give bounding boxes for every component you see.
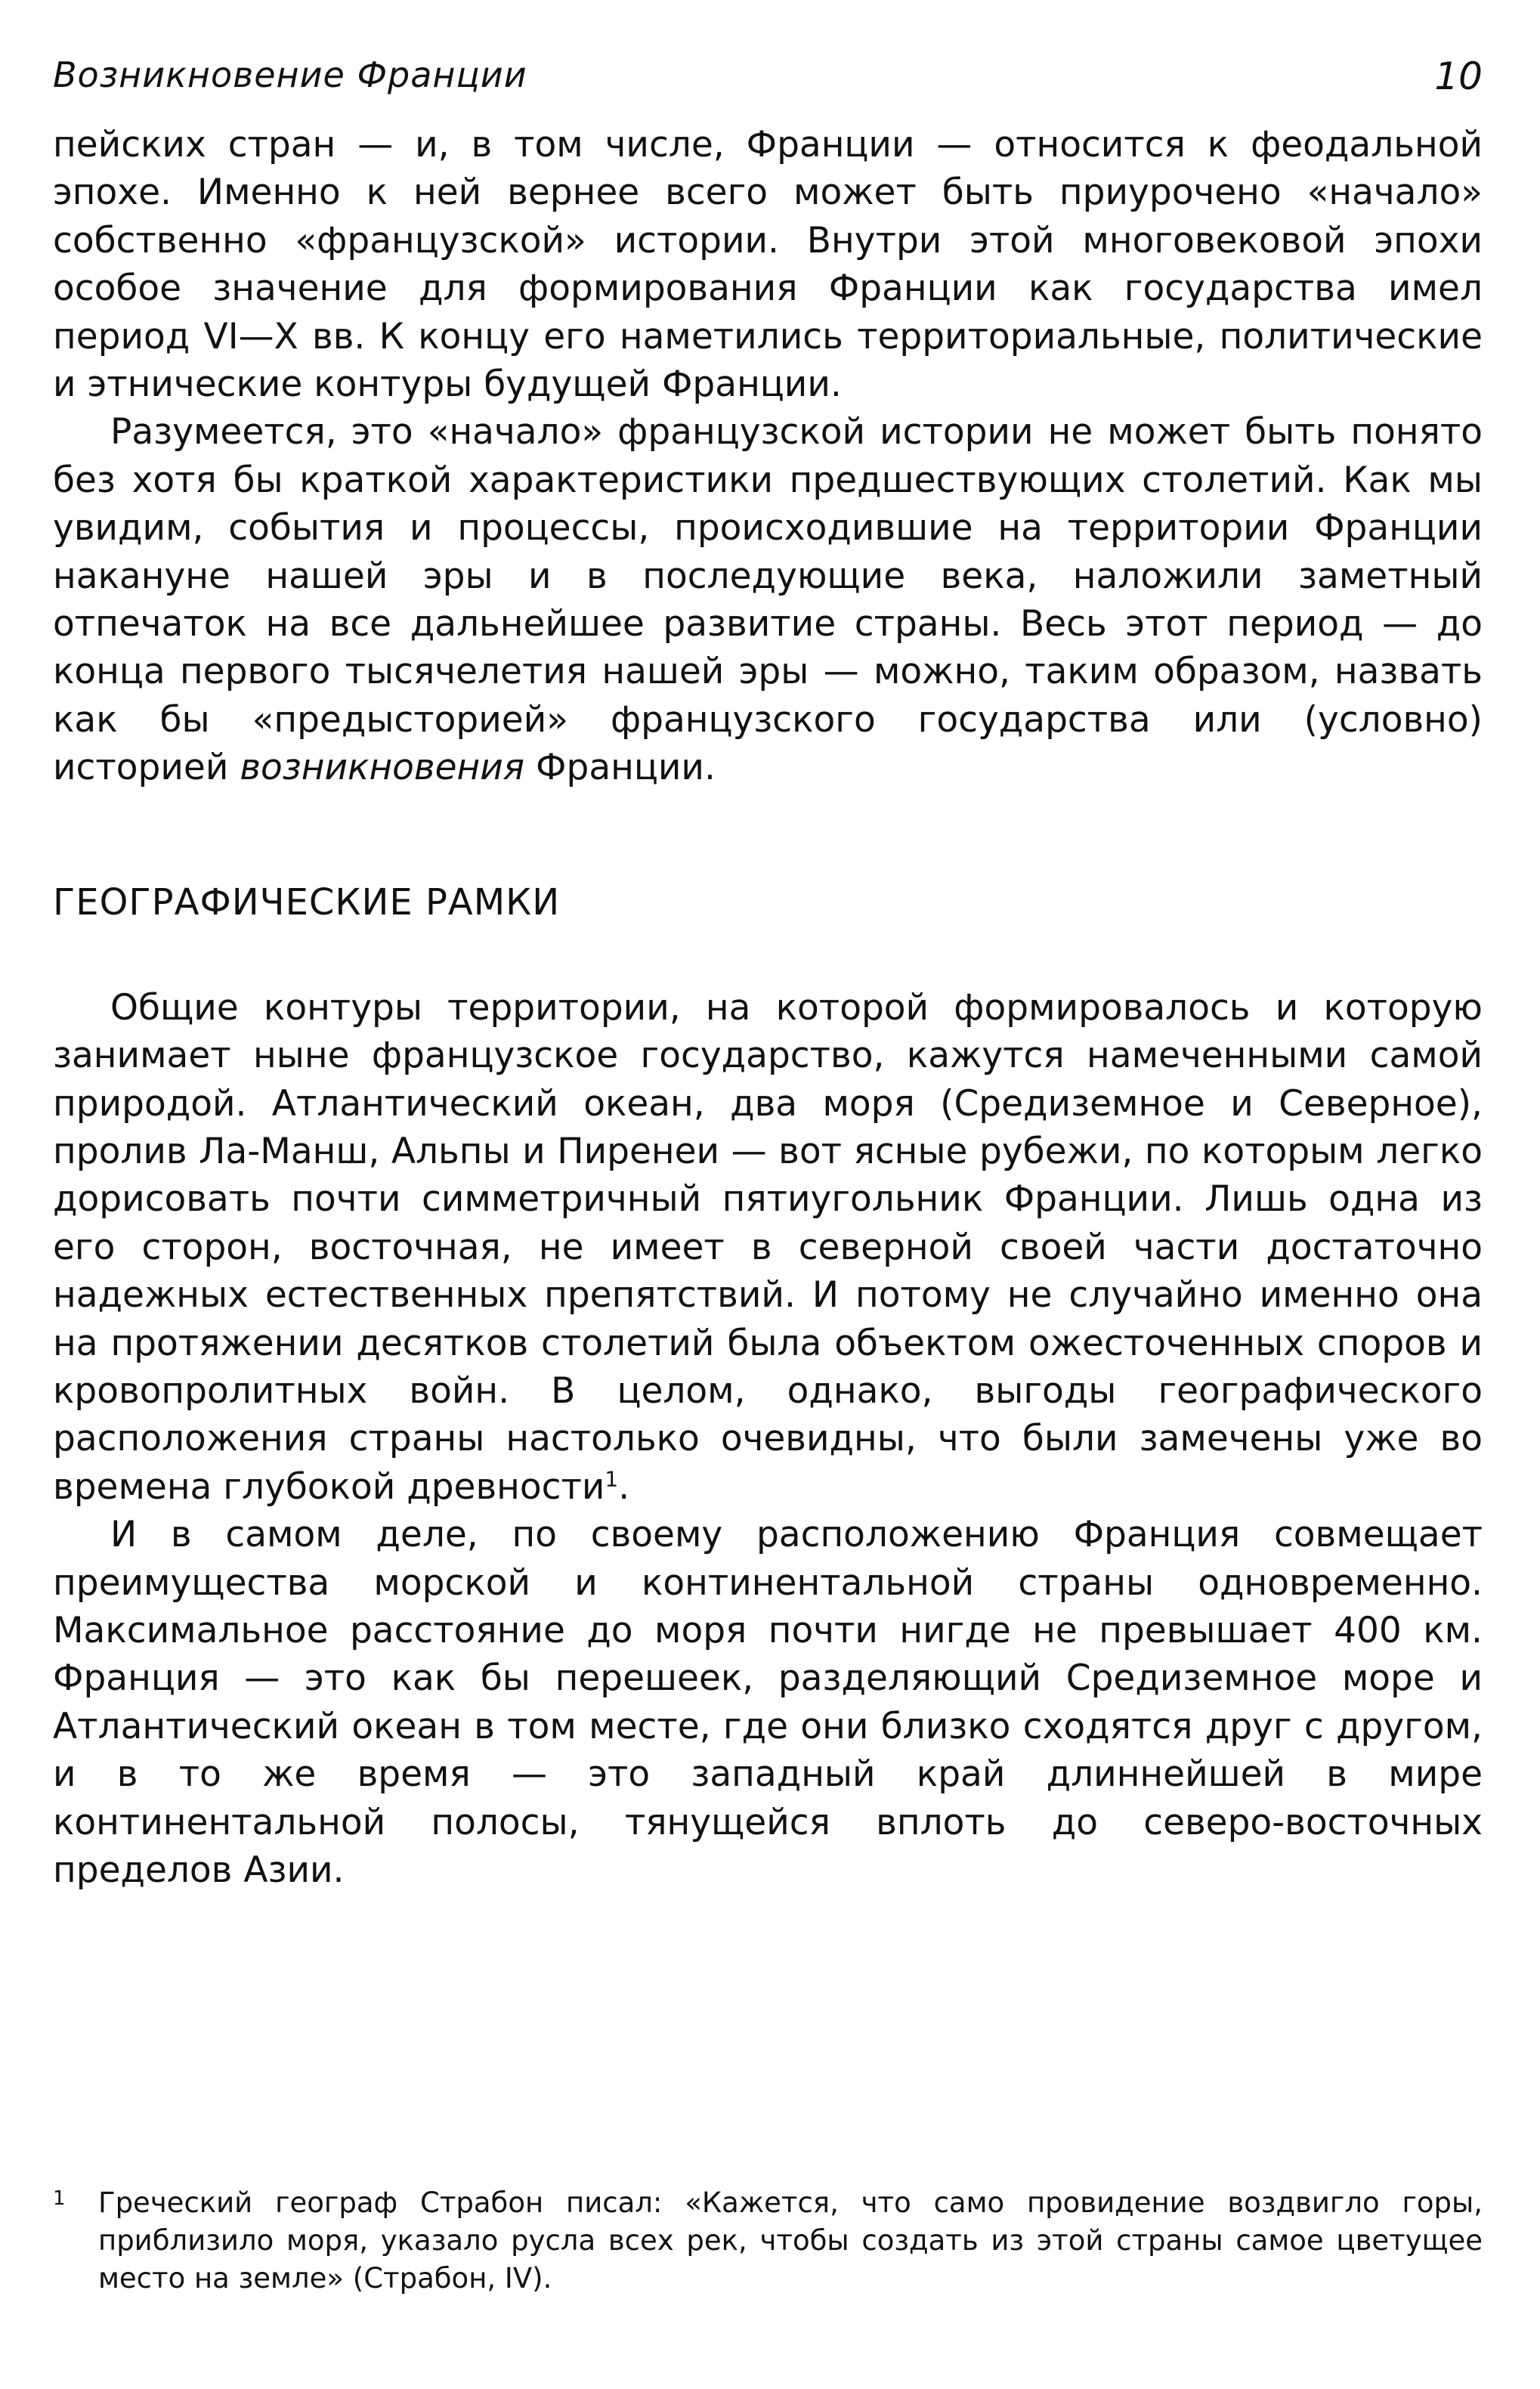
paragraph	[53, 984, 1483, 1511]
footnote-marker: 1	[53, 2187, 66, 2210]
intro-text	[53, 121, 1483, 792]
sentence-end: .	[618, 1465, 630, 1508]
paragraph-text: Разумеется, это «начало» французской истории не может быть понято без хотя бы краткой характеристики предшествующих столетий. Как мы увидим, события и процессы, происходившие на территории Франции накануне нашей эры и в последующие века, наложили заметный отпечаток на все дальнейшее развитие страны. Весь этот период — до конца первого тысячелетия нашей эры — можно, таким образом, назвать как бы «предысторией» французского государства или (условно) историей	[53, 411, 1483, 789]
running-head	[53, 38, 1483, 121]
italic-term: возникновения	[240, 747, 525, 789]
page-number: 10	[1434, 54, 1483, 98]
paragraph-continued: пейских стран — и, в том числе, Франции — относится к феодальной эпохе. Именно к ней вернее всего может быть приурочено «начало» собственно «французской» истории. Внутри этой многовековой эпохи особое значение для формирования Франции как государства имел период VI—X вв. К концу его наметились территориальные, политические и этнические контуры будущей Франции.	[53, 124, 1483, 406]
paragraph-end: Франции.	[536, 747, 716, 789]
running-title: Возникновение Франции	[53, 54, 527, 95]
paragraph	[53, 408, 1483, 791]
section-text	[53, 984, 1483, 1895]
book-page	[53, 38, 1483, 2350]
footnote-reference[interactable]: 1	[605, 1466, 619, 1492]
section-heading: ГЕОГРАФИЧЕСКИЕ РАМКИ	[53, 880, 561, 924]
footnote	[53, 2184, 1483, 2298]
paragraph: И в самом деле, по своему расположению Франция совмещает преимущества морской и континентальной страны одновременно. Максимальное расстояние до моря почти нигде не превышает 400 км. Франция — это как бы перешеек, разделяющий Средиземное море и Атлантический океан в том месте, где они близко сходятся друг с другом, и в то же время — это западный край длиннейшей в мире континентальной полосы, тянущейся вплоть до северо-восточных пределов Азии.	[53, 1514, 1483, 1891]
footnote-text: Греческий географ Страбон писал: «Кажется, что само провидение воздвигло горы, приблизило моря, указало русла всех рек, чтобы создать из этой страны самое цветущее место на земле» (Страбон, IV).	[98, 2186, 1483, 2295]
paragraph-text: Общие контуры территории, на которой формировалось и которую занимает ныне французское государство, кажутся намеченными самой природой. Атлантический океан, два моря (Средиземное и Северное), пролив Ла-Манш, Альпы и Пиренеи — вот ясные рубежи, по которым легко дорисовать почти симметричный пятиугольник Франции. Лишь одна из его сторон, восточная, не имеет в северной своей части достаточно надежных естественных препятствий. И потому не случайно именно она на протяжении десятков столетий была объектом ожесточенных споров и кровопролитных войн. В целом, однако, выгоды географического расположения страны настолько очевидны, что были замечены уже во времена глубокой древности	[53, 986, 1483, 1508]
